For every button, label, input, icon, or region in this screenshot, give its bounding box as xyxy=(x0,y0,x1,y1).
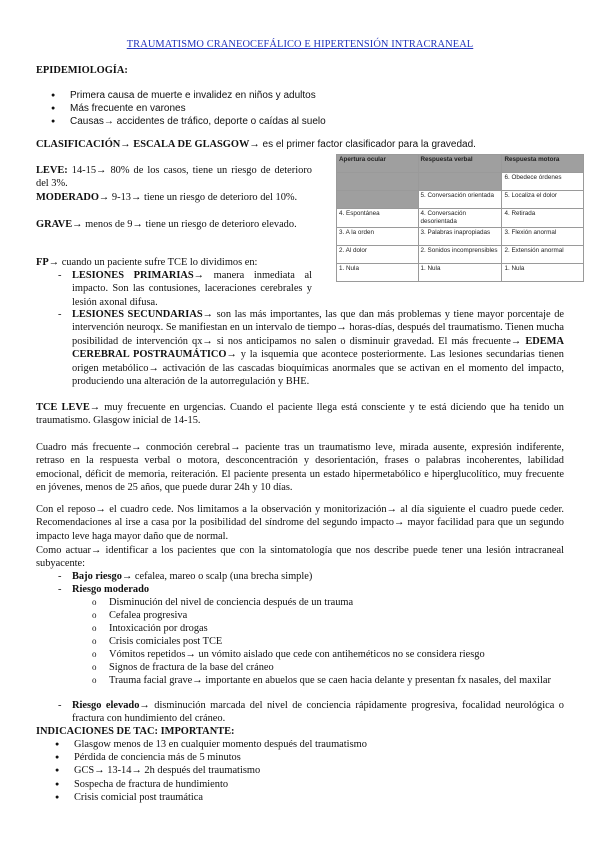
lesiones-list xyxy=(58,269,312,309)
table-cell: 4. Espontánea xyxy=(337,209,419,228)
grave-label: GRAVE→ xyxy=(36,219,83,230)
list-item xyxy=(58,699,564,726)
table-cell: 1. Nula xyxy=(418,264,502,282)
page-title: TRAUMATISMO CRANEOCEFÁLICO E HIPERTENSIÓN INTRACRANEAL xyxy=(126,39,474,50)
table-cell xyxy=(418,173,502,191)
table-row xyxy=(337,191,584,209)
table-cell: 4. Conversación desorientada xyxy=(418,209,502,228)
clasificacion-line xyxy=(36,138,476,151)
table-cell: 6. Obedece órdenes xyxy=(502,173,584,191)
list-item: o Vómitos repetidos→ un vómito aislado que cede con antiheméticos no se considera riesgo xyxy=(92,648,564,661)
list-item: ● GCS→ 13-14→ 2h después del traumatismo xyxy=(40,764,367,777)
table-cell: 4. Retirada xyxy=(502,209,584,228)
secundarias-text: → son las más importantes, las que dan más problemas y tiene mayor porcentaje de intervención neuroqx. Se manifiestan en un intervalo de tiempo→ horas-días, después del traumatismo. Tienen mucha posibilidad de intervención qx→ si nos anticipamos no salen o disminuir gravedad. El más frecuente→ xyxy=(72,309,565,347)
elevado-text: disminución marcada del nivel de conciencia rápidamente progresiva, focalidad neurológica o fractura con hundimiento del cráneo. xyxy=(72,700,564,725)
primarias-label: LESIONES PRIMARIAS xyxy=(72,270,194,281)
fp-intro: cuando un paciente sufre TCE lo dividimos en: xyxy=(59,257,258,268)
elevado-label: Riesgo elevado→ xyxy=(72,700,150,711)
leve-text: 14-15→ 80% de los casos, tiene un riesgo de deterioro del 3%. xyxy=(36,165,312,190)
list-item: o Cefalea progresiva xyxy=(92,609,564,622)
clasificacion-heading: CLASIFICACIÓN→ ESCALA DE GLASGOW→ xyxy=(36,139,260,150)
epidemiologia-heading: EPIDEMIOLOGÍA: xyxy=(36,65,128,76)
list-item: o Trauma facial grave→ importante en abuelos que se caen hacia delante y presentan fx nasales, del maxilar xyxy=(92,674,564,687)
fp-line xyxy=(36,256,257,269)
table-cell: 3. Palabras inapropiadas xyxy=(418,228,502,246)
table-cell: 5. Localiza el dolor xyxy=(502,191,584,209)
severity-grave xyxy=(36,218,312,231)
riesgo-list xyxy=(58,570,564,596)
lesiones-list-2 xyxy=(58,308,564,388)
list-item: ● Sospecha de fractura de hundimiento xyxy=(40,778,367,791)
table-row xyxy=(337,264,584,282)
leve-label: LEVE: xyxy=(36,165,68,176)
table-cell: 3. Flexión anormal xyxy=(502,228,584,246)
list-item xyxy=(58,583,564,596)
list-item: o Crisis comiciales post TCE xyxy=(92,635,564,648)
moderado-text: 9-13→ tiene un riesgo de deterioro del 10%. xyxy=(109,192,298,203)
fp-label: FP→ xyxy=(36,257,60,268)
table-cell xyxy=(337,191,419,209)
tce-leve xyxy=(36,401,564,428)
tce-leve-label: TCE LEVE→ xyxy=(36,402,101,413)
secundarias-label: LESIONES SECUNDARIAS xyxy=(72,309,203,320)
moderado-riesgo-label: Riesgo moderado xyxy=(72,584,150,595)
paragraph-actuar: Como actuar→ identificar a los pacientes que con la sintomatología que nos describe puede tener una lesión intracraneal subyacente: xyxy=(36,545,564,570)
epidemiologia-list xyxy=(36,89,326,129)
indicaciones-list xyxy=(40,738,367,804)
paragraph-cuadro: Cuadro más frecuente→ conmoción cerebral→ paciente tras un traumatismo leve, mirada ausente, expresión indiferente, retraso en la respuesta verbal o motora, desconcentración y desorientación, frases o palabras incoherentes, labilidad emocional, déficit de memoria, reiteración. El paciente presenta un estado hipermetabólico e hiperglucolítico, muy frecuente en jóvenes, menos de 25 años, que puede durar 24h y 10 días. xyxy=(36,442,564,494)
list-item: ● Pérdida de conciencia más de 5 minutos xyxy=(40,751,367,764)
list-item xyxy=(58,570,564,583)
paragraph-reposo: Con el reposo→ el cuadro cede. Nos limitamos a la observación y monitorización→ al día siguiente el cuadro puede ceder. Recomendaciones al irse a casa por la posibilidad del síndrome del segundo impacto→ mayor facilidad para que un segundo impacto leve haga mayor daño que de normal. xyxy=(36,504,564,542)
table-cell: 1. Nula xyxy=(337,264,419,282)
list-item: ● Causas→ accidentes de tráfico, deporte o caídas al suelo xyxy=(36,115,326,128)
table-row xyxy=(337,246,584,264)
riesgo-moderado-list xyxy=(92,596,564,687)
table-header: Respuesta motora xyxy=(502,155,584,173)
list-item xyxy=(58,269,312,309)
list-item: ● Crisis comicial post traumática xyxy=(40,791,367,804)
table-cell: 1. Nula xyxy=(502,264,584,282)
severity-leve xyxy=(36,164,312,191)
list-item: o Signos de fractura de la base del cráneo xyxy=(92,661,564,674)
table-row xyxy=(337,173,584,191)
table-cell xyxy=(337,173,419,191)
list-item xyxy=(58,308,564,388)
glasgow-table xyxy=(336,154,584,282)
riesgo-elevado-list xyxy=(58,699,564,726)
table-header: Respuesta verbal xyxy=(418,155,502,173)
grave-text: menos de 9→ tiene un riesgo de deterioro elevado. xyxy=(82,219,297,230)
bajo-label: Bajo riesgo xyxy=(72,571,122,582)
primarias-text: → manera inmediata al impacto. Son las contusiones, laceraciones cerebrales y lesión axonal difusa. xyxy=(72,270,312,308)
table-cell: 3. A la orden xyxy=(337,228,419,246)
table-row xyxy=(337,209,584,228)
table-cell: 2. Al dolor xyxy=(337,246,419,264)
table-header: Apertura ocular xyxy=(337,155,419,173)
table-cell: 2. Extensión anormal xyxy=(502,246,584,264)
secundarias-text-2: → y la isquemia que acontece posteriormente. Las lesiones secundarias tienen origen metabólico→ activación de las cascadas bioquímicas anormales que se activan en el momento del impacto, produciendo una alteración de la autorregulación y BHE. xyxy=(72,349,564,388)
table-row xyxy=(337,228,584,246)
bajo-text: → cefalea, mareo o scalp (una brecha simple) xyxy=(121,571,313,582)
severity-moderado xyxy=(36,191,312,204)
table-cell: 5. Conversación orientada xyxy=(418,191,502,209)
list-item: o Intoxicación por drogas xyxy=(92,622,564,635)
indicaciones-heading: INDICACIONES DE TAC: IMPORTANTE: xyxy=(36,726,235,737)
list-item: ● Primera causa de muerte e invalidez en niños y adultos xyxy=(36,89,326,102)
moderado-label: MODERADO→ xyxy=(36,192,110,203)
tce-leve-text: muy frecuente en urgencias. Cuando el paciente llega está consciente y te está diciendo que ha tenido un traumatismo. Glasgow inicial de 14-15. xyxy=(36,402,564,427)
clasificacion-text: es el primer factor clasificador para la gravedad. xyxy=(259,139,476,150)
list-item: ● Más frecuente en varones xyxy=(36,102,326,115)
edema-label: EDEMA CEREBRAL POSTRAUMÁTICO xyxy=(72,335,564,361)
table-cell: 2. Sonidos incomprensibles xyxy=(418,246,502,264)
list-item: o Disminución del nivel de conciencia después de un trauma xyxy=(92,596,564,609)
list-item: ● Glasgow menos de 13 en cualquier momento después del traumatismo xyxy=(40,738,367,751)
